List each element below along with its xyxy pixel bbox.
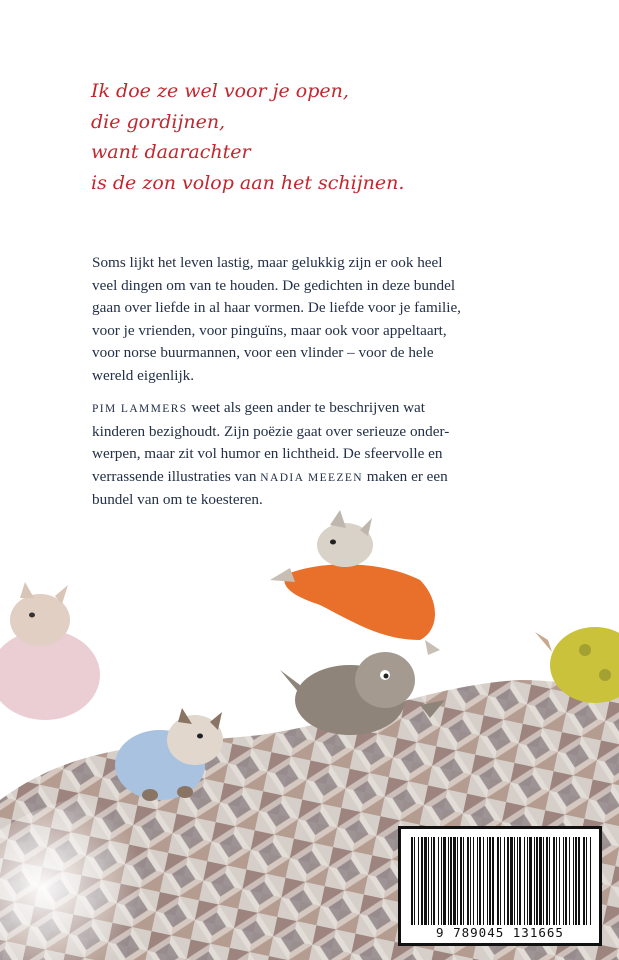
barcode-bar (507, 837, 509, 925)
about-line: werpen, maar zit vol humor en lichtheid. De sfeervolle en (92, 445, 443, 462)
blurb-line: voor norse buurmannen, voor een vlinder – voor de hele (92, 344, 434, 361)
barcode-bar (524, 837, 525, 925)
goat-pink (0, 582, 100, 720)
barcode-bar (573, 837, 574, 925)
barcode-bar (460, 837, 462, 925)
barcode-bar (453, 837, 456, 925)
goat-orange (270, 510, 440, 655)
isbn-number: 9 789045 131665 (436, 925, 564, 940)
barcode-bar (569, 837, 570, 925)
about-line: bundel van om te koesteren. (92, 491, 263, 508)
barcode-bar (457, 837, 458, 925)
barcode-bar (578, 837, 580, 925)
barcode-bar (517, 837, 518, 925)
poem-line: want daarachter (91, 141, 251, 163)
barcode-bar (411, 837, 413, 925)
poem-line: is de zon volop aan het schijnen. (91, 171, 405, 194)
barcode (398, 826, 602, 946)
barcode-bar (443, 837, 446, 925)
barcode-bar (549, 837, 550, 925)
barcode-bar (473, 837, 474, 925)
barcode-bar (504, 837, 505, 925)
barcode-bar (586, 837, 587, 925)
barcode-bar (510, 837, 513, 925)
barcode-bar (424, 837, 427, 925)
about-text: verrassende illustraties van (92, 467, 261, 485)
light-glow (0, 794, 170, 960)
blurb-line: voor je vrienden, voor pinguïns, maar ook voor appeltaart, (92, 321, 447, 339)
blurb-line: gaan over liefde in al haar vormen. De liefde voor je familie, (92, 299, 461, 316)
barcode-bar (546, 837, 548, 925)
barcode-bar (553, 837, 555, 925)
barcode-bar (575, 837, 577, 925)
barcode-bar (479, 837, 481, 925)
barcode-bar (418, 837, 419, 925)
barcode-bar (450, 837, 452, 925)
barcode-bar (487, 837, 488, 925)
blurb-line: wereld eigenlijk. (92, 366, 195, 384)
barcode-bar (497, 837, 499, 925)
barcode-bar (543, 837, 544, 925)
barcode-bar (431, 837, 432, 925)
barcode-bar (448, 837, 449, 925)
barcode-bar (414, 837, 415, 925)
illustrator-name: NADIA MEEZEN (260, 471, 363, 484)
barcode-bar (489, 837, 491, 925)
barcode-bar (556, 837, 557, 925)
barcode-bar (583, 837, 585, 925)
barcode-bar (500, 837, 501, 925)
poem-line: Ik doe ze wel voor je open, (91, 80, 349, 102)
poem-line: die gordijnen, (91, 110, 226, 133)
barcode-bar (441, 837, 442, 925)
poem (91, 76, 404, 198)
about-line (92, 397, 552, 421)
barcode-bar (527, 837, 528, 925)
barcode-bar (492, 837, 494, 925)
barcode-bar (519, 837, 521, 925)
barcode-bar (483, 837, 484, 925)
author-name: PIM LAMMERS (92, 403, 188, 415)
about-line (92, 466, 552, 490)
barcode-bars (409, 837, 593, 925)
about-line: kinderen bezighoudt. Zijn poëzie gaat over serieuze onder- (92, 422, 450, 440)
barcode-bar (536, 837, 538, 925)
barcode-bar (565, 837, 567, 925)
barcode-bar (470, 837, 471, 925)
barcode-bar (539, 837, 542, 925)
blurb-paragraph (92, 252, 552, 387)
barcode-bar (467, 837, 469, 925)
barcode-bar (463, 837, 464, 925)
barcode-bar (428, 837, 429, 925)
barcode-bar (421, 837, 423, 925)
about-text: maken er een (363, 467, 448, 485)
barcode-bar (534, 837, 535, 925)
about-text: weet als geen ander te beschrijven wat (187, 399, 426, 416)
barcode-bar (559, 837, 560, 925)
barcode-bar (433, 837, 435, 925)
barcode-bar (529, 837, 532, 925)
barcode-bar (477, 837, 478, 925)
blurb-line: Soms lijkt het leven lastig, maar gelukkig zijn er ook heel (92, 254, 443, 271)
barcode-bar (438, 837, 439, 925)
barcode-bar (563, 837, 564, 925)
barcode-bar (590, 837, 591, 925)
blurb-line: veel dingen om van te houden. De gedichten in deze bundel (92, 276, 456, 294)
barcode-bar (514, 837, 515, 925)
